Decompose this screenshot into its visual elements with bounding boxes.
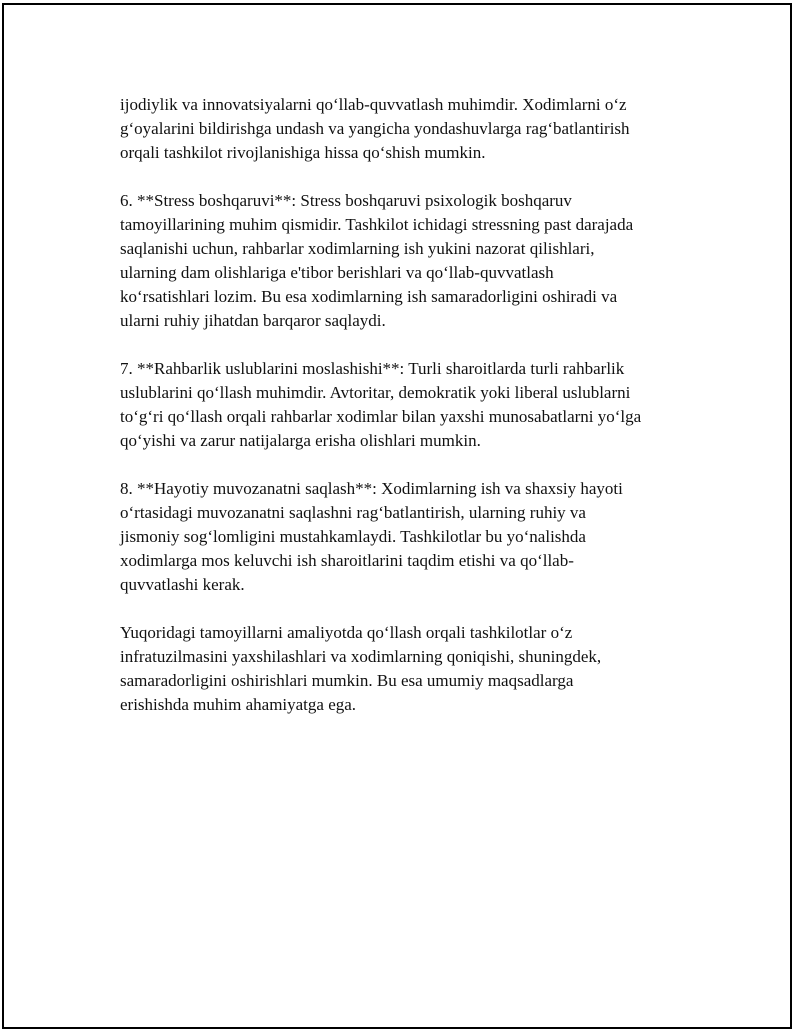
text-line: samaradorligini oshirishlari mumkin. Bu esa umumiy maqsadlarga xyxy=(120,671,574,690)
text-line: 8. **Hayotiy muvozanatni saqlash**: Xodimlarning ish va shaxsiy hayoti xyxy=(120,479,623,498)
paragraph-conclusion xyxy=(120,621,700,717)
text-line: saqlanishi uchun, rahbarlar xodimlarning ish yukini nazorat qilishlari, xyxy=(120,239,595,258)
text-line: ularning dam olishlariga e'tibor berishlari va qo‘llab-quvvatlash xyxy=(120,263,554,282)
text-line: 7. **Rahbarlik uslublarini moslashishi**: Turli sharoitlarda turli rahbarlik xyxy=(120,359,625,378)
text-line: g‘oyalarini bildirishga undash va yangicha yondashuvlarga rag‘batlantirish xyxy=(120,119,630,138)
text-line: ko‘rsatishlari lozim. Bu esa xodimlarning ish samaradorligini oshiradi va xyxy=(120,287,618,306)
text-line: quvvatlashi kerak. xyxy=(120,575,245,594)
text-line: o‘rtasidagi muvozanatni saqlashni rag‘batlantirish, ularning ruhiy va xyxy=(120,503,586,522)
text-line: ijodiylik va innovatsiyalarni qo‘llab-quvvatlash muhimdir. Xodimlarni o‘z xyxy=(120,95,627,114)
text-line: erishishda muhim ahamiyatga ega. xyxy=(120,695,357,714)
text-line: orqali tashkilot rivojlanishiga hissa qo‘shish mumkin. xyxy=(120,143,486,162)
paragraph-stress-management xyxy=(120,189,700,333)
text-line: jismoniy sog‘lomligini mustahkamlaydi. Tashkilotlar bu yo‘nalishda xyxy=(120,527,586,546)
paragraph-innovation-continuation xyxy=(120,93,700,165)
text-line: infratuzilmasini yaxshilashlari va xodimlarning qoniqishi, shuningdek, xyxy=(120,647,602,666)
document-body xyxy=(120,93,700,741)
text-line: to‘g‘ri qo‘llash orqali rahbarlar xodimlar bilan yaxshi munosabatlarni yo‘lga xyxy=(120,407,642,426)
text-line: uslublarini qo‘llash muhimdir. Avtoritar, demokratik yoki liberal uslublarni xyxy=(120,383,631,402)
text-line: ularni ruhiy jihatdan barqaror saqlaydi. xyxy=(120,311,386,330)
text-line: qo‘yishi va zarur natijalarga erisha olishlari mumkin. xyxy=(120,431,481,450)
text-line: xodimlarga mos keluvchi ish sharoitlarini taqdim etishi va qo‘llab- xyxy=(120,551,574,570)
text-line: tamoyillarining muhim qismidir. Tashkilot ichidagi stressning past darajada xyxy=(120,215,634,234)
paragraph-life-balance xyxy=(120,477,700,597)
text-line: Yuqoridagi tamoyillarni amaliyotda qo‘llash orqali tashkilotlar o‘z xyxy=(120,623,573,642)
document-page xyxy=(2,3,792,1029)
paragraph-leadership-styles xyxy=(120,357,700,453)
text-line: 6. **Stress boshqaruvi**: Stress boshqaruvi psixologik boshqaruv xyxy=(120,191,572,210)
